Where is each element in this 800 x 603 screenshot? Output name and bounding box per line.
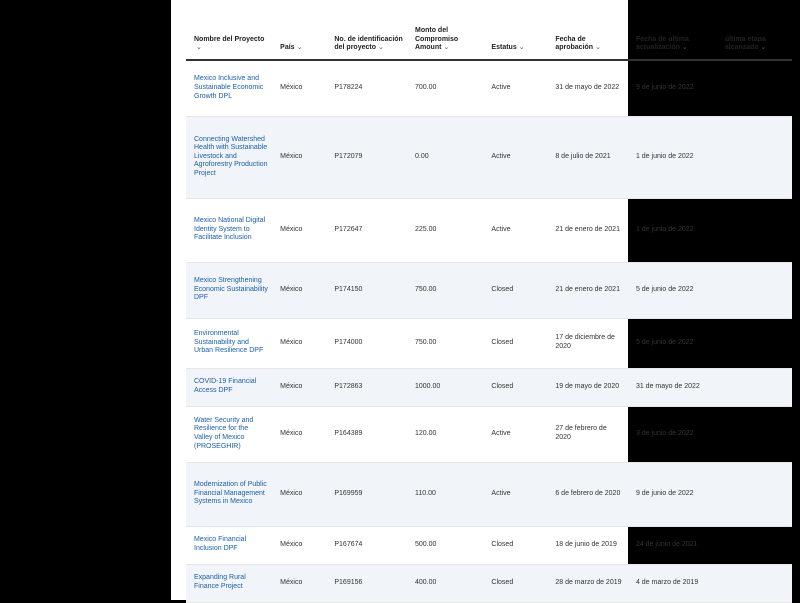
chevron-down-icon: ⌄ bbox=[296, 44, 303, 52]
country-cell: México bbox=[272, 198, 326, 262]
column-header-project-id[interactable]: No. de identificación del proyecto ⌄ bbox=[326, 0, 407, 60]
project-id-cell: P172863 bbox=[326, 368, 407, 406]
last-update-cell: 3 de junio de 2022 bbox=[628, 406, 717, 462]
status-cell: Closed bbox=[483, 262, 547, 318]
approval-date-cell: 19 de mayo de 2020 bbox=[547, 368, 628, 406]
last-update-cell: 5 de junio de 2022 bbox=[628, 262, 717, 318]
amount-cell: 500.00 bbox=[407, 526, 483, 564]
column-header-amount[interactable]: Monto del Compromiso Amount ⌄ bbox=[407, 0, 483, 60]
country-cell: México bbox=[272, 116, 326, 198]
last-stage-cell bbox=[717, 526, 792, 564]
project-id-cell: P169156 bbox=[326, 564, 407, 602]
table-row bbox=[186, 368, 792, 406]
status-cell: Closed bbox=[483, 526, 547, 564]
last-stage-cell bbox=[717, 60, 792, 116]
table-row bbox=[186, 262, 792, 318]
country-cell: México bbox=[272, 462, 326, 526]
project-id-cell: P172079 bbox=[326, 116, 407, 198]
approval-date-cell: 8 de julio de 2021 bbox=[547, 116, 628, 198]
approval-date-cell: 17 de diciembre de 2020 bbox=[547, 318, 628, 368]
last-update-cell: 9 de junio de 2022 bbox=[628, 462, 717, 526]
project-name-link[interactable]: Mexico Strengthening Economic Sustainability DPF bbox=[186, 262, 272, 318]
last-update-cell: 9 de junio de 2022 bbox=[628, 60, 717, 116]
table-row bbox=[186, 462, 792, 526]
column-header-country[interactable]: País ⌄ bbox=[272, 0, 326, 60]
project-name-link[interactable]: Mexico Financial Inclusion DPF bbox=[186, 526, 272, 564]
project-name-link[interactable]: Modernization of Public Financial Management Systems in Mexico bbox=[186, 462, 272, 526]
last-stage-cell bbox=[717, 262, 792, 318]
last-update-cell: 5 de junio de 2022 bbox=[628, 318, 717, 368]
table-row bbox=[186, 198, 792, 262]
amount-cell: 0.00 bbox=[407, 116, 483, 198]
last-update-cell: 1 de junio de 2022 bbox=[628, 116, 717, 198]
last-update-cell: 31 de mayo de 2022 bbox=[628, 368, 717, 406]
last-update-cell: 1 de junio de 2022 bbox=[628, 198, 717, 262]
column-header-status[interactable]: Estatus ⌄ bbox=[483, 0, 547, 60]
status-cell: Active bbox=[483, 406, 547, 462]
last-stage-cell bbox=[717, 198, 792, 262]
project-id-cell: P169959 bbox=[326, 462, 407, 526]
chevron-down-icon: ⌄ bbox=[378, 44, 384, 52]
status-cell: Closed bbox=[483, 564, 547, 602]
project-name-link[interactable]: Water Security and Resilience for the Valley of Mexico (PROSEGHIR) bbox=[186, 406, 272, 462]
country-cell: México bbox=[272, 406, 326, 462]
country-cell: México bbox=[272, 368, 326, 406]
last-stage-cell bbox=[717, 318, 792, 368]
amount-cell: 225.00 bbox=[407, 198, 483, 262]
amount-cell: 110.00 bbox=[407, 462, 483, 526]
table-header-row bbox=[186, 0, 792, 60]
table-row bbox=[186, 318, 792, 368]
chevron-down-icon: ⌄ bbox=[681, 44, 688, 52]
last-stage-cell bbox=[717, 564, 792, 602]
project-name-link[interactable]: Connecting Watershed Health with Sustainable Livestock and Agroforestry Production Project bbox=[186, 116, 272, 198]
approval-date-cell: 21 de enero de 2021 bbox=[547, 262, 628, 318]
amount-cell: 400.00 bbox=[407, 564, 483, 602]
approval-date-cell: 21 de enero de 2021 bbox=[547, 198, 628, 262]
status-cell: Active bbox=[483, 462, 547, 526]
chevron-down-icon: ⌄ bbox=[443, 44, 450, 52]
project-name-link[interactable]: COVID-19 Financial Access DPF bbox=[186, 368, 272, 406]
column-header-last-update[interactable]: Fecha de última actualización ⌄ bbox=[628, 0, 717, 60]
approval-date-cell: 28 de marzo de 2019 bbox=[547, 564, 628, 602]
project-name-link[interactable]: Environmental Sustainability and Urban Resilience DPF bbox=[186, 318, 272, 368]
country-cell: México bbox=[272, 262, 326, 318]
project-id-cell: P167674 bbox=[326, 526, 407, 564]
status-cell: Active bbox=[483, 116, 547, 198]
amount-cell: 120.00 bbox=[407, 406, 483, 462]
project-id-cell: P164389 bbox=[326, 406, 407, 462]
country-cell: México bbox=[272, 60, 326, 116]
country-cell: México bbox=[272, 526, 326, 564]
project-id-cell: P172647 bbox=[326, 198, 407, 262]
project-id-cell: P174150 bbox=[326, 262, 407, 318]
last-stage-cell bbox=[717, 406, 792, 462]
column-header-last-stage[interactable]: última etapa alcanzada ⌄ bbox=[717, 0, 792, 60]
status-cell: Active bbox=[483, 60, 547, 116]
page bbox=[171, 0, 767, 600]
country-cell: México bbox=[272, 318, 326, 368]
last-stage-cell bbox=[717, 116, 792, 198]
chevron-down-icon: ⌄ bbox=[518, 44, 525, 52]
approval-date-cell: 27 de febrero de 2020 bbox=[547, 406, 628, 462]
status-cell: Active bbox=[483, 198, 547, 262]
table-row bbox=[186, 116, 792, 198]
project-name-link[interactable]: Expanding Rural Finance Project bbox=[186, 564, 272, 602]
table-row bbox=[186, 60, 792, 116]
amount-cell: 1000.00 bbox=[407, 368, 483, 406]
amount-cell: 750.00 bbox=[407, 318, 483, 368]
approval-date-cell: 31 de mayo de 2022 bbox=[547, 60, 628, 116]
status-cell: Closed bbox=[483, 318, 547, 368]
project-id-cell: P174000 bbox=[326, 318, 407, 368]
column-header-project-name[interactable]: Nombre del Proyecto⌄ bbox=[186, 0, 272, 60]
approval-date-cell: 6 de febrero de 2020 bbox=[547, 462, 628, 526]
chevron-down-icon: ⌄ bbox=[196, 44, 202, 52]
table-row bbox=[186, 406, 792, 462]
amount-cell: 700.00 bbox=[407, 60, 483, 116]
chevron-down-icon: ⌄ bbox=[760, 44, 767, 52]
approval-date-cell: 18 de junio de 2019 bbox=[547, 526, 628, 564]
last-update-cell: 24 de junio de 2021 bbox=[628, 526, 717, 564]
project-id-cell: P178224 bbox=[326, 60, 407, 116]
last-stage-cell bbox=[717, 462, 792, 526]
table-row bbox=[186, 526, 792, 564]
last-update-cell: 4 de marzo de 2019 bbox=[628, 564, 717, 602]
project-name-link[interactable]: Mexico National Digital Identity System to Facilitate Inclusion bbox=[186, 198, 272, 262]
country-cell: México bbox=[272, 564, 326, 602]
amount-cell: 750.00 bbox=[407, 262, 483, 318]
chevron-down-icon: ⌄ bbox=[595, 44, 601, 52]
projects-table bbox=[186, 0, 792, 603]
project-name-link[interactable]: Mexico Inclusive and Sustainable Economic Growth DPL bbox=[186, 60, 272, 116]
column-header-approval-date[interactable]: Fecha de aprobación ⌄ bbox=[547, 0, 628, 60]
table-row bbox=[186, 564, 792, 602]
status-cell: Closed bbox=[483, 368, 547, 406]
last-stage-cell bbox=[717, 368, 792, 406]
